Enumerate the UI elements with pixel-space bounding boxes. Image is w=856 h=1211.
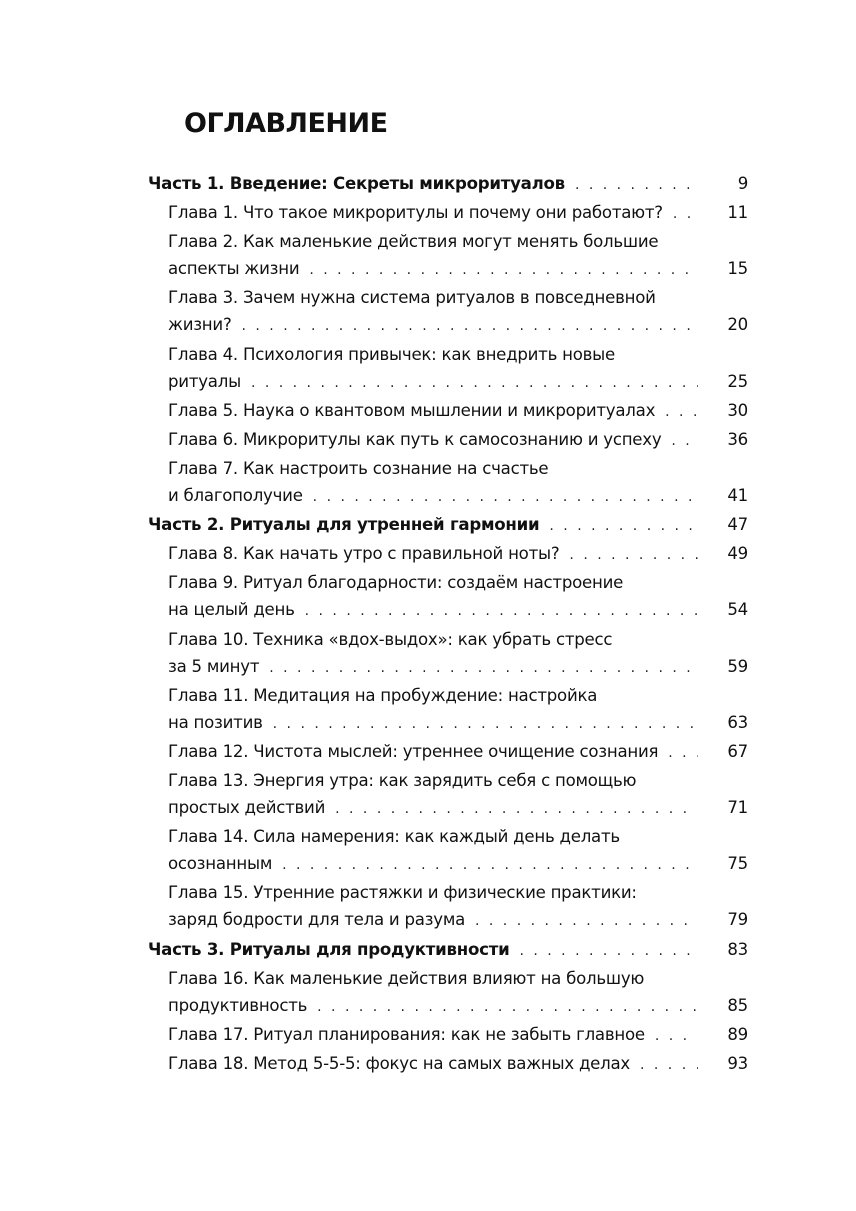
dot-leader — [272, 852, 698, 879]
dot-leader — [645, 1023, 698, 1050]
toc-page-number: 49 — [727, 544, 748, 564]
toc-entry-title: ритуалы — [168, 371, 241, 391]
toc-entry-title: Глава 2. Как маленькие действия могут менять большие — [168, 232, 659, 252]
toc-entry-title: жизни? — [168, 315, 232, 335]
toc-entry-title: Глава 6. Микроритулы как путь к самосознанию и успеху — [168, 429, 662, 449]
dot-leader — [299, 257, 698, 284]
toc-page-number: 83 — [727, 939, 748, 959]
toc-chapter-entry — [148, 879, 748, 935]
toc-page-number: 85 — [727, 995, 748, 1015]
toc-entry-line — [168, 879, 748, 906]
toc-entry-title: Глава 12. Чистота мыслей: утреннее очищение сознания — [168, 741, 659, 761]
toc-page-number: 93 — [727, 1053, 748, 1073]
toc-title: ОГЛАВЛЕНИЕ — [184, 108, 388, 139]
toc-entry-title: Глава 3. Зачем нужна система ритуалов в повседневной — [168, 288, 656, 308]
toc-entry-title: Часть 2. Ритуалы для утренней гармонии — [148, 515, 540, 535]
toc-entry-title: Глава 14. Сила намерения: как каждый день делать — [168, 827, 620, 847]
toc-entry-title: Глава 5. Наука о квантовом мышлении и микроритуалах — [168, 400, 656, 420]
toc-page-number: 9 — [737, 174, 748, 193]
toc-page-number: 20 — [727, 315, 748, 335]
toc-entry-title: Глава 9. Ритуал благодарности: создаём настроение — [168, 573, 624, 593]
toc-entry-line — [168, 569, 748, 596]
toc-chapter-entry — [148, 397, 748, 426]
toc-chapter-entry — [148, 738, 748, 767]
toc-page-number: 59 — [727, 656, 748, 676]
dot-leader — [295, 598, 698, 625]
toc-page-number: 30 — [727, 400, 748, 420]
toc-entry-line — [168, 626, 748, 653]
toc-entry-title: простых действий — [168, 798, 326, 818]
dot-leader — [539, 513, 698, 540]
toc-entry-title: Глава 1. Что такое микроритулы и почему они работают? — [168, 203, 663, 223]
toc-entry-line — [168, 341, 748, 368]
toc-entry-title: заряд бодрости для тела и разума — [168, 910, 465, 930]
toc-page-number: 15 — [727, 259, 748, 279]
toc-entry-title: Глава 13. Энергия утра: как зарядить себя с помощью — [168, 770, 637, 790]
toc-entry-line — [168, 709, 748, 738]
toc-chapter-entry — [148, 1021, 748, 1050]
toc-entry-title: Глава 11. Медитация на пробуждение: настройка — [168, 685, 598, 705]
dot-leader — [663, 201, 698, 228]
dot-leader — [565, 172, 698, 199]
toc-page-number: 11 — [727, 203, 748, 223]
toc-page-number: 67 — [727, 741, 748, 761]
toc-entry-line — [148, 936, 748, 965]
dot-leader — [232, 313, 699, 340]
toc-entry-title: продуктивность — [168, 995, 308, 1015]
toc-entry-title: на позитив — [168, 712, 263, 732]
toc-chapter-entry — [148, 626, 748, 682]
toc-entry-title: Часть 3. Ритуалы для продуктивности — [148, 939, 510, 959]
toc-chapter-entry — [148, 1050, 748, 1079]
dot-leader — [655, 399, 698, 426]
toc-entry-line — [168, 255, 748, 284]
toc-page-number: 79 — [727, 910, 748, 930]
toc-page-number: 75 — [727, 854, 748, 874]
toc-entry-title: Часть 1. Введение: Секреты микроритуалов — [148, 174, 565, 193]
toc-entry-line — [168, 823, 748, 850]
toc-entry-line — [168, 426, 748, 455]
toc-chapter-entry — [148, 426, 748, 455]
dot-leader — [658, 740, 698, 767]
toc-page-number: 47 — [727, 515, 748, 535]
toc-entry-line — [168, 682, 748, 709]
toc-entry-line — [168, 965, 748, 992]
toc-entry-title: Глава 8. Как начать утро с правильной ноты? — [168, 544, 560, 564]
toc-entry-title: Глава 4. Психология привычек: как внедрить новые — [168, 344, 615, 364]
toc-entry-title: Глава 16. Как маленькие действия влияют на большую — [168, 968, 645, 988]
toc-entry-title: осознанным — [168, 854, 273, 874]
toc-chapter-entry — [148, 284, 748, 340]
toc-entry-line — [168, 1021, 748, 1050]
dot-leader — [661, 428, 698, 455]
toc-part-entry — [148, 170, 748, 199]
dot-leader — [263, 711, 698, 738]
dot-leader — [465, 908, 698, 935]
toc-entry-title: Глава 10. Техника «вдох-выдох»: как убрать стресс — [168, 629, 613, 649]
toc-entry-line — [148, 170, 748, 199]
toc-entry-title: аспекты жизни — [168, 259, 300, 279]
dot-leader — [509, 938, 698, 965]
toc-entry-title: Глава 17. Ритуал планирования: как не забыть главное — [168, 1024, 645, 1044]
toc-page-number: 36 — [727, 429, 748, 449]
dot-leader — [307, 994, 698, 1021]
toc-page-number: 89 — [727, 1024, 748, 1044]
toc-chapter-entry — [148, 228, 748, 284]
toc-chapter-entry — [148, 965, 748, 1021]
dot-leader — [325, 796, 698, 823]
toc-page-number: 71 — [727, 798, 748, 818]
toc-entry-title: и благополучие — [168, 486, 303, 506]
toc-entry-title: Глава 15. Утренние растяжки и физические практики: — [168, 883, 637, 903]
toc-entry-line — [168, 596, 748, 625]
toc-chapter-entry — [148, 823, 748, 879]
toc-entry-line — [148, 511, 748, 540]
toc-entry-line — [168, 311, 748, 340]
toc-entry-line — [168, 540, 748, 569]
toc-entry-line — [168, 482, 748, 511]
toc-chapter-entry — [148, 455, 748, 511]
toc-entry-line — [168, 199, 748, 228]
toc-chapter-entry — [148, 341, 748, 397]
toc-part-entry — [148, 936, 748, 965]
dot-leader — [630, 1052, 698, 1079]
toc-chapter-entry — [148, 569, 748, 625]
dot-leader — [559, 542, 698, 569]
toc-entry-line — [168, 906, 748, 935]
toc-chapter-entry — [148, 199, 748, 228]
toc-entry-title: Глава 7. Как настроить сознание на счастье — [168, 458, 549, 478]
toc-entry-title: за 5 минут — [168, 656, 260, 676]
toc-entry-line — [168, 397, 748, 426]
toc-entry-line — [168, 1050, 748, 1079]
toc-chapter-entry — [148, 682, 748, 738]
toc-page-number: 25 — [727, 371, 748, 391]
toc-entry-line — [168, 992, 748, 1021]
toc-entry-line — [168, 455, 748, 482]
toc-entry-line — [168, 794, 748, 823]
toc-entry-line — [168, 738, 748, 767]
toc-entry-line — [168, 368, 748, 397]
toc-entry-title: на целый день — [168, 600, 295, 620]
dot-leader — [303, 484, 698, 511]
toc-page-number: 41 — [727, 486, 748, 506]
toc-part-entry — [148, 511, 748, 540]
toc-entry-line — [168, 767, 748, 794]
toc-entry-title: Глава 18. Метод 5-5-5: фокус на самых важных делах — [168, 1053, 630, 1073]
dot-leader — [241, 370, 698, 397]
toc-chapter-entry — [148, 540, 748, 569]
toc-chapter-entry — [148, 767, 748, 823]
dot-leader — [259, 655, 698, 682]
table-of-contents — [148, 170, 748, 1079]
toc-entry-line — [168, 284, 748, 311]
toc-entry-line — [168, 653, 748, 682]
toc-entry-line — [168, 850, 748, 879]
toc-entry-line — [168, 228, 748, 255]
toc-page-number: 54 — [727, 600, 748, 620]
toc-page-number: 63 — [727, 712, 748, 732]
